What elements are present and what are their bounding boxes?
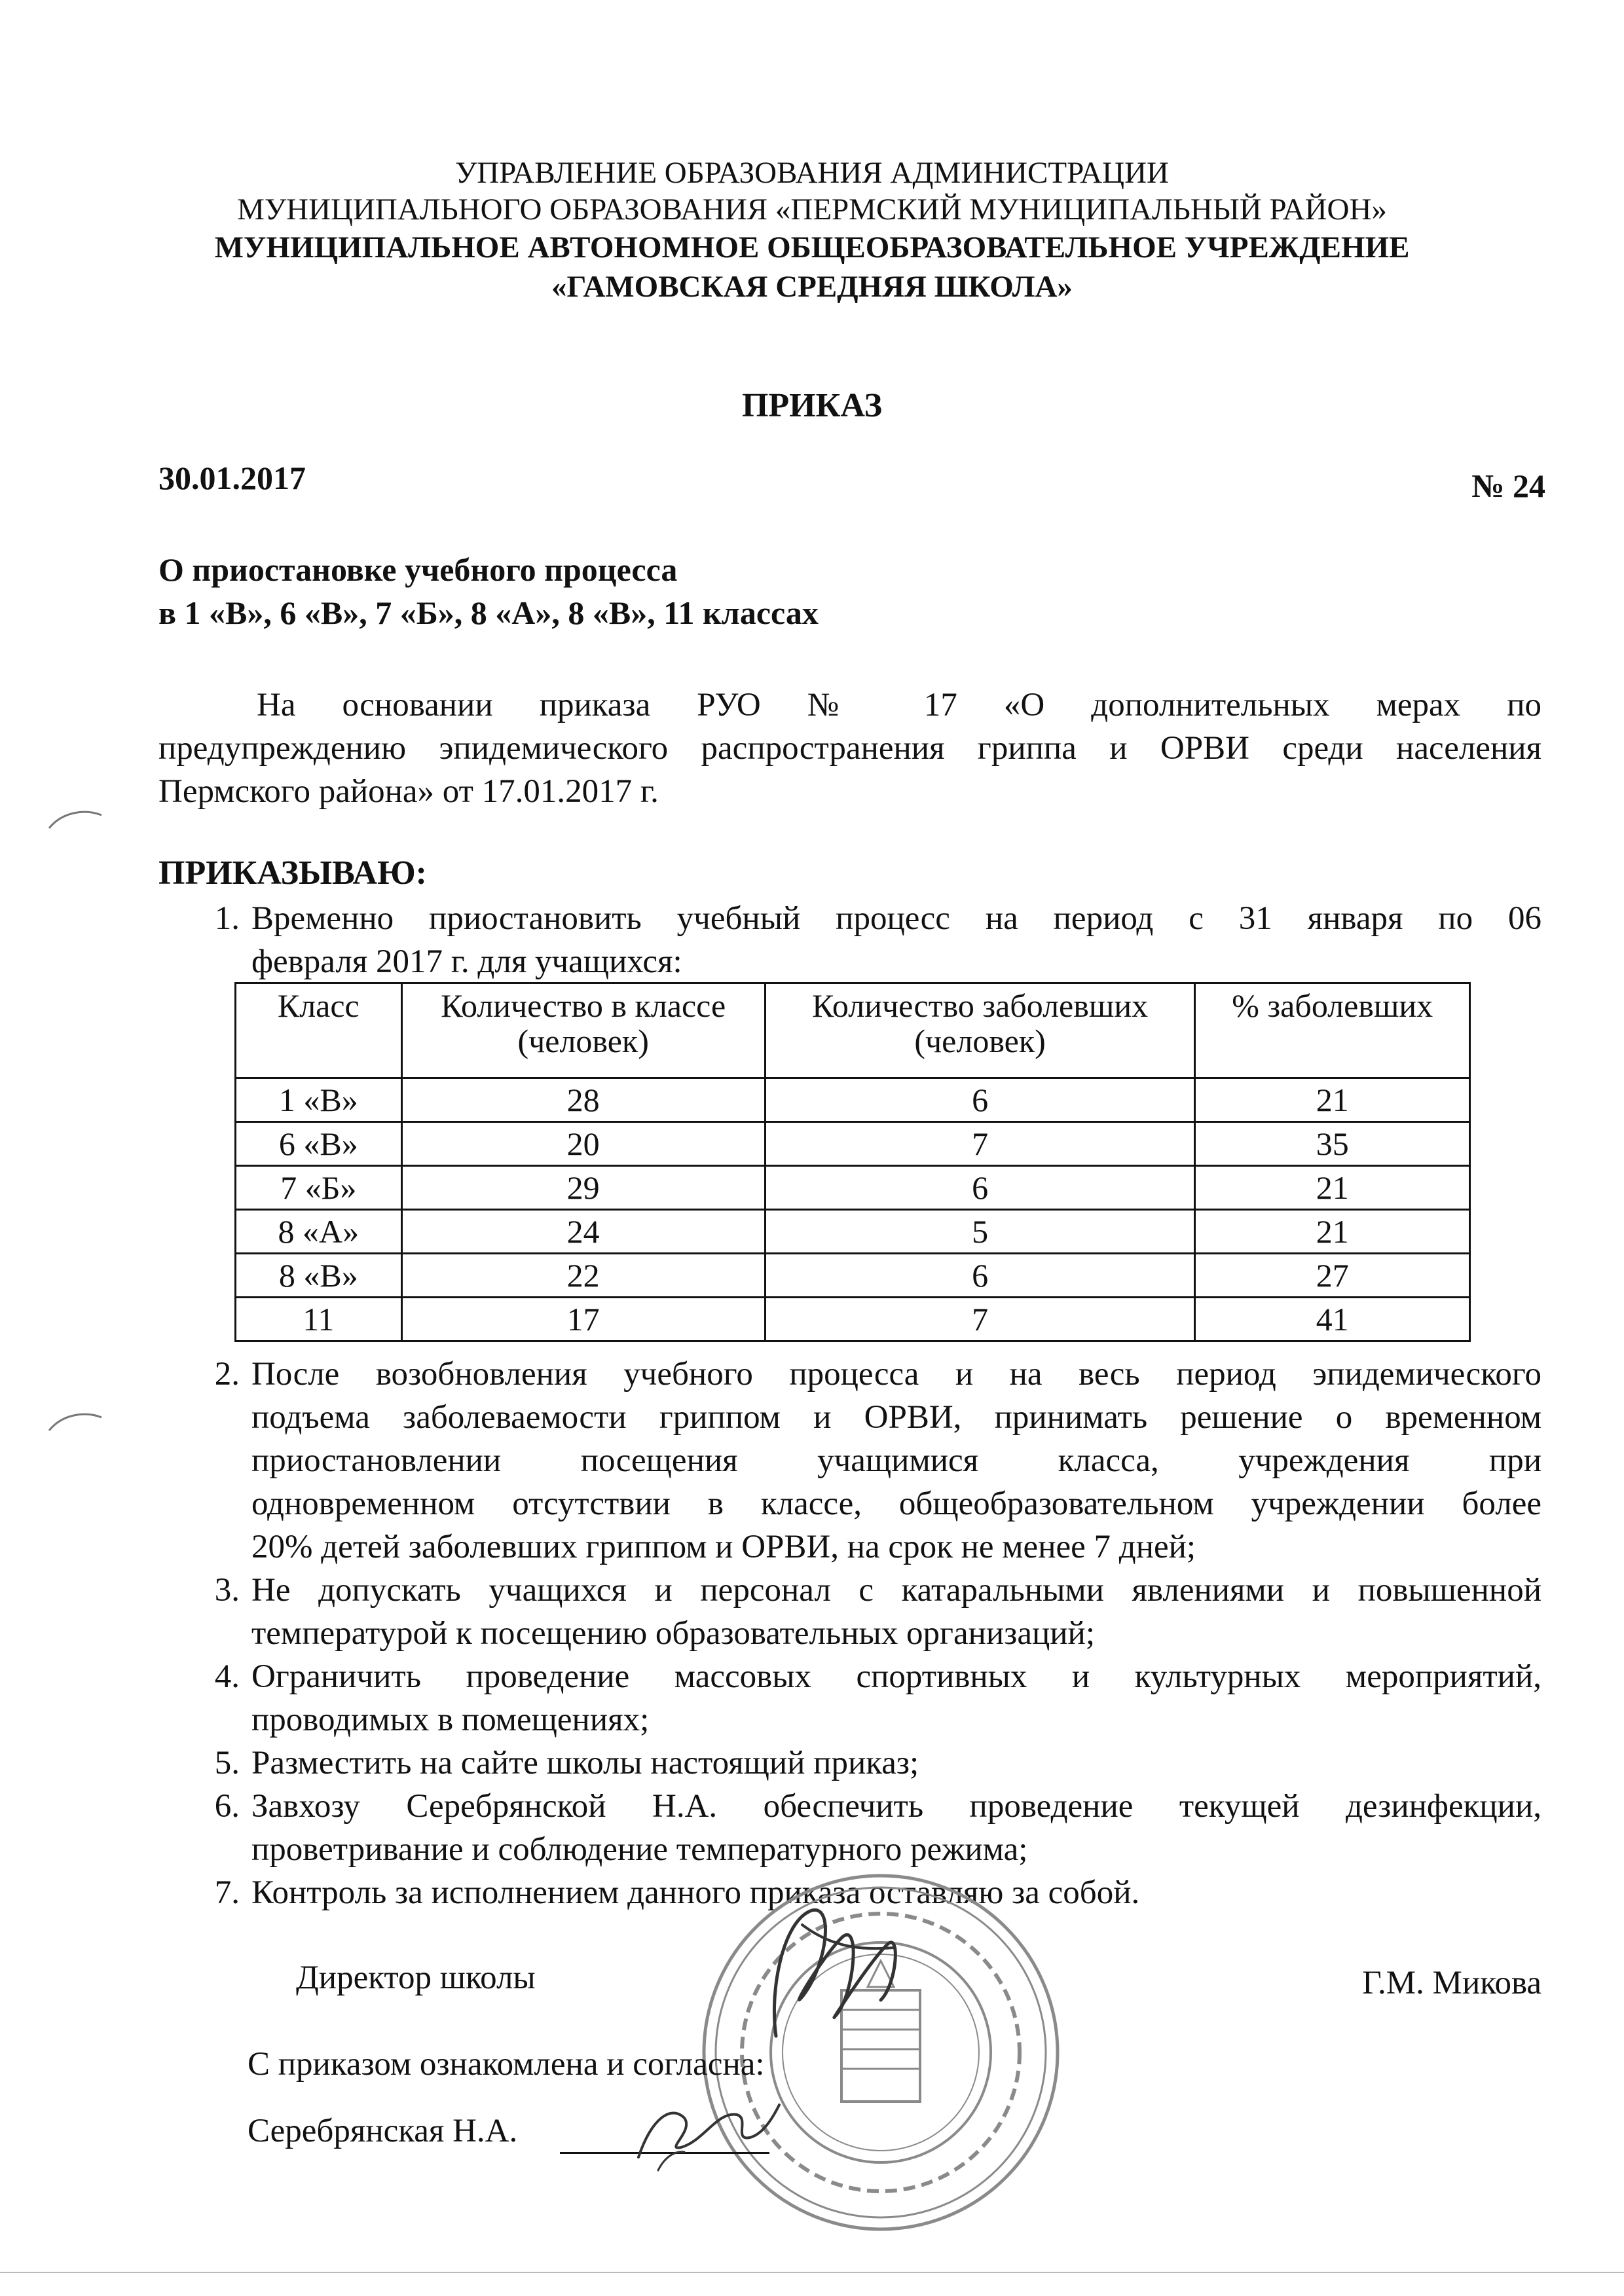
item-line: Не допускать учащихся и персонал с катаральными явлениями и повышенной bbox=[251, 1572, 1541, 1609]
cell-class: 8 «А» bbox=[236, 1210, 402, 1254]
item-number: 5. bbox=[214, 1745, 240, 1781]
signature-position: Директор школы bbox=[296, 1959, 536, 1996]
cell-percent: 41 bbox=[1195, 1298, 1470, 1341]
order-heading: ПРИКАЗЫВАЮ: bbox=[158, 854, 427, 892]
cell-percent: 21 bbox=[1195, 1210, 1470, 1254]
item-line: подъема заболеваемости гриппом и ОРВИ, принимать решение о временном bbox=[251, 1399, 1541, 1436]
basis-line-2: предупреждению эпидемического распространения гриппа и ОРВИ среди населения bbox=[158, 730, 1541, 767]
item-line: проветривание и соблюдение температурного режима; bbox=[251, 1831, 1028, 1868]
cell-percent: 21 bbox=[1195, 1078, 1470, 1122]
header-line-2: МУНИЦИПАЛЬНОГО ОБРАЗОВАНИЯ «ПЕРМСКИЙ МУНИЦИПАЛЬНЫЙ РАЙОН» bbox=[237, 192, 1387, 227]
table-row bbox=[236, 1166, 1470, 1210]
signature-name: Г.М. Микова bbox=[1362, 1965, 1541, 2001]
cell-percent: 35 bbox=[1195, 1122, 1470, 1166]
item-line: Временно приостановить учебный процесс на период с 31 января по 06 bbox=[251, 900, 1541, 937]
table-header-row bbox=[236, 983, 1470, 1078]
cell-sick: 7 bbox=[765, 1298, 1195, 1341]
cell-total: 22 bbox=[401, 1254, 765, 1298]
col-percent-header: % заболевших bbox=[1195, 983, 1470, 1078]
header-line-3: МУНИЦИПАЛЬНОЕ АВТОНОМНОЕ ОБЩЕОБРАЗОВАТЕЛЬНОЕ УЧРЕЖДЕНИЕ bbox=[214, 230, 1410, 264]
cell-total: 29 bbox=[401, 1166, 765, 1210]
cell-class: 7 «Б» bbox=[236, 1166, 402, 1210]
basis-line-1: На основании приказа РУО № 17 «О дополнительных мерах по bbox=[257, 687, 1541, 723]
cell-percent: 21 bbox=[1195, 1166, 1470, 1210]
cell-sick: 6 bbox=[765, 1254, 1195, 1298]
cell-percent: 27 bbox=[1195, 1254, 1470, 1298]
header-line-1: УПРАВЛЕНИЕ ОБРАЗОВАНИЯ АДМИНИСТРАЦИИ bbox=[455, 156, 1169, 190]
col-class-header: Класс bbox=[236, 983, 402, 1078]
order-date: 30.01.2017 bbox=[158, 460, 306, 496]
item-number: 2. bbox=[214, 1356, 240, 1393]
table-row bbox=[236, 1122, 1470, 1166]
header-line-4: «ГАМОВСКАЯ СРЕДНЯЯ ШКОЛА» bbox=[551, 270, 1073, 304]
subject-line-1: О приостановке учебного процесса bbox=[158, 551, 678, 588]
cell-class: 8 «В» bbox=[236, 1254, 402, 1298]
cell-sick: 6 bbox=[765, 1078, 1195, 1122]
col-sick-header: Количество заболевших (человек) bbox=[765, 983, 1195, 1078]
basis-line-3: Пермского района» от 17.01.2017 г. bbox=[158, 773, 659, 810]
table-row bbox=[236, 1298, 1470, 1341]
subject-line-2: в 1 «В», 6 «В», 7 «Б», 8 «А», 8 «В», 11 классах bbox=[158, 594, 819, 631]
cell-total: 28 bbox=[401, 1078, 765, 1122]
item-number: 1. bbox=[214, 900, 240, 937]
table-row bbox=[236, 1210, 1470, 1254]
item-line: одновременном отсутствии в классе, общеобразовательном учреждении более bbox=[251, 1485, 1541, 1522]
item-line: проводимых в помещениях; bbox=[251, 1702, 650, 1738]
item-number: 3. bbox=[214, 1572, 240, 1609]
acknowledgement-handwritten-signature bbox=[619, 2079, 789, 2177]
acknowledgement-name: Серебрянская Н.А. bbox=[248, 2113, 518, 2149]
cell-total: 20 bbox=[401, 1122, 765, 1166]
cell-sick: 7 bbox=[765, 1122, 1195, 1166]
classes-table bbox=[234, 982, 1471, 1342]
item-line: Разместить на сайте школы настоящий приказ; bbox=[251, 1745, 919, 1781]
director-handwritten-signature bbox=[730, 1886, 927, 2056]
item-line: 20% детей заболевших гриппом и ОРВИ, на срок не менее 7 дней; bbox=[251, 1529, 1196, 1565]
item-number: 7. bbox=[214, 1874, 240, 1911]
document-title: ПРИКАЗ bbox=[741, 387, 883, 424]
item-line: температурой к посещению образовательных организаций; bbox=[251, 1615, 1095, 1652]
scan-artifact-arc bbox=[46, 805, 105, 831]
cell-total: 17 bbox=[401, 1298, 765, 1341]
cell-class: 11 bbox=[236, 1298, 402, 1341]
item-line: Контроль за исполнением данного приказа оставляю за собой. bbox=[251, 1874, 1140, 1911]
item-line: февраля 2017 г. для учащихся: bbox=[251, 943, 682, 980]
cell-sick: 5 bbox=[765, 1210, 1195, 1254]
scan-artifact-arc bbox=[46, 1408, 105, 1434]
scan-bottom-edge bbox=[0, 2272, 1624, 2273]
table-row bbox=[236, 1254, 1470, 1298]
item-line: приостановлении посещения учащимися класса, учреждения при bbox=[251, 1442, 1541, 1479]
cell-class: 1 «В» bbox=[236, 1078, 402, 1122]
item-line: После возобновления учебного процесса и на весь период эпидемического bbox=[251, 1356, 1541, 1393]
table-row bbox=[236, 1078, 1470, 1122]
cell-class: 6 «В» bbox=[236, 1122, 402, 1166]
item-line: Ограничить проведение массовых спортивных и культурных мероприятий, bbox=[251, 1658, 1541, 1695]
item-line: Завхозу Серебрянской Н.А. обеспечить проведение текущей дезинфекции, bbox=[251, 1788, 1541, 1825]
col-total-header: Количество в классе (человек) bbox=[401, 983, 765, 1078]
acknowledgement-text: С приказом ознакомлена и согласна: bbox=[248, 2046, 765, 2083]
cell-total: 24 bbox=[401, 1210, 765, 1254]
item-number: 4. bbox=[214, 1658, 240, 1695]
order-number: № 24 bbox=[1471, 467, 1545, 504]
item-number: 6. bbox=[214, 1788, 240, 1825]
cell-sick: 6 bbox=[765, 1166, 1195, 1210]
